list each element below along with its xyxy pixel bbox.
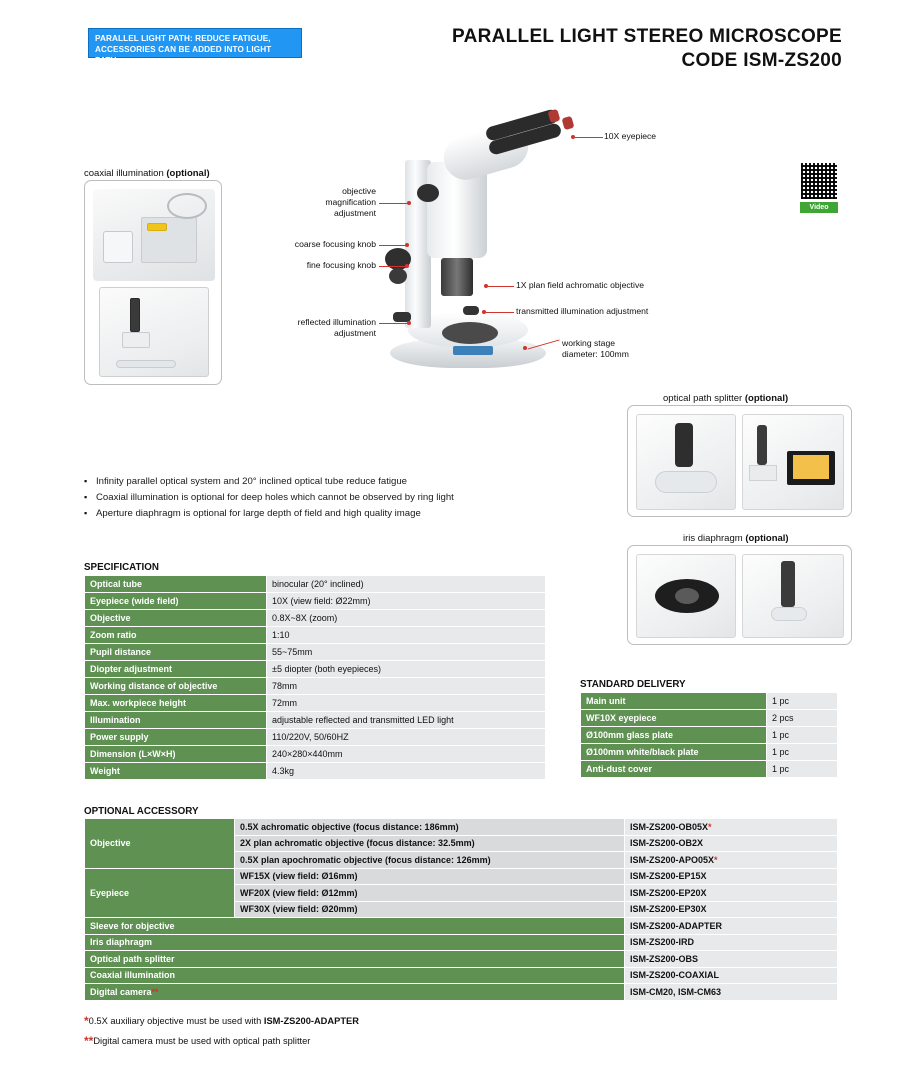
- delivery-qty: 1 pc: [767, 727, 838, 744]
- table-row: [85, 593, 546, 610]
- callout-eyepiece: 10X eyepiece: [604, 131, 657, 141]
- accessory-code-text: ISM-ZS200-OB05X: [630, 821, 709, 832]
- accessory-category: Iris diaphragm: [85, 934, 625, 951]
- leader-dot-plan-objective: [484, 284, 488, 288]
- iris-label-text: iris diaphragm: [683, 533, 746, 544]
- feature-banner: PARALLEL LIGHT PATH: REDUCE FATIGUE, ACCESSORIES CAN BE ADDED INTO LIGHT PATH: [88, 28, 302, 58]
- accessory-category-star: **: [151, 986, 159, 997]
- leader-dot-objective-magnification: [407, 201, 411, 205]
- eyepiece-ring-left: [548, 109, 561, 123]
- delivery-qty: 1 pc: [767, 744, 838, 761]
- table-row: [85, 868, 838, 885]
- table-row: [581, 710, 838, 727]
- specification-table: [84, 575, 546, 780]
- setup-scope-head: [749, 465, 777, 481]
- spec-key: Working distance of objective: [85, 678, 267, 695]
- bullet-item: ▪ Aperture diaphragm is optional for large depth of field and high quality image: [84, 506, 604, 522]
- leader-dot-reflected: [407, 321, 411, 325]
- iris-diaphragm-label: [683, 533, 789, 544]
- spec-value: 4.3kg: [267, 763, 546, 780]
- coaxial-illumination-label: [84, 168, 210, 179]
- spec-key: Power supply: [85, 729, 267, 746]
- accessory-code: [625, 835, 838, 852]
- spec-key: Pupil distance: [85, 644, 267, 661]
- spec-value: 55~75mm: [267, 644, 546, 661]
- spec-value: 10X (view field: Ø22mm): [267, 593, 546, 610]
- spec-value: binocular (20° inclined): [267, 576, 546, 593]
- callout-plan-objective: 1X plan field achromatic objective: [516, 280, 645, 290]
- microscope-with-coaxial-photo: [99, 287, 209, 377]
- iris-diaphragm-photo-box: [627, 545, 852, 645]
- accessory-code-text: ISM-ZS200-OB2X: [630, 838, 704, 849]
- accessory-category: Optical path splitter: [85, 951, 625, 968]
- accessory-category: Eyepiece: [85, 868, 235, 918]
- iris-aperture: [675, 588, 699, 604]
- table-row: [85, 661, 546, 678]
- accessory-code-text: ISM-ZS200-APO05X: [630, 854, 715, 865]
- footnote-two: [84, 1034, 310, 1048]
- leader-plan-objective: [488, 286, 514, 287]
- table-row: [581, 761, 838, 778]
- accessory-category: Objective: [85, 819, 235, 869]
- footnote-one-text: 0.5X auxiliary objective must be used with: [88, 1016, 264, 1026]
- accessory-category: Sleeve for objective: [85, 918, 625, 935]
- coax-scope-tube: [130, 298, 140, 332]
- delivery-qty: 1 pc: [767, 761, 838, 778]
- delivery-qty: 2 pcs: [767, 710, 838, 727]
- title-block: [452, 26, 842, 72]
- table-row: [85, 576, 546, 593]
- spec-key: Illumination: [85, 712, 267, 729]
- accessory-desc: WF30X (view field: Ø20mm): [235, 901, 625, 918]
- table-row: [85, 951, 838, 968]
- coaxial-cable: [167, 193, 207, 219]
- optical-path-splitter-label: [663, 393, 788, 404]
- feature-bullets: [84, 474, 604, 522]
- accessory-category: [85, 984, 625, 1001]
- table-row: [85, 678, 546, 695]
- footnote-one-star: *: [84, 1014, 89, 1028]
- accessory-code: [625, 819, 838, 836]
- spec-value: 0.8X~8X (zoom): [267, 610, 546, 627]
- accessory-desc: WF20X (view field: Ø12mm): [235, 885, 625, 902]
- splitter-label-optional: (optional): [744, 393, 789, 404]
- spec-key: Optical tube: [85, 576, 267, 593]
- specification-title: SPECIFICATION: [84, 562, 159, 573]
- table-row: [85, 627, 546, 644]
- table-row: [85, 712, 546, 729]
- iris-mounted-photo: [742, 554, 844, 638]
- leader-objective-magnification: [379, 203, 409, 204]
- callout-fine-knob: fine focusing knob: [306, 260, 376, 270]
- callout-coarse-knob: coarse focusing knob: [294, 239, 376, 249]
- table-row: [85, 984, 838, 1001]
- accessory-desc: 0.5X achromatic objective (focus distance: 186mm): [235, 819, 625, 836]
- setup-laptop-screen: [793, 455, 829, 479]
- bullet-item: ▪ Infinity parallel optical system and 20° inclined optical tube reduce fatigue: [84, 474, 604, 490]
- table-row: [85, 819, 838, 836]
- optional-accessory-title: OPTIONAL ACCESSORY: [84, 806, 199, 817]
- coax-scope-base: [116, 360, 176, 368]
- spec-value: ±5 diopter (both eyepieces): [267, 661, 546, 678]
- coaxial-label-optional: (optional): [166, 168, 210, 179]
- accessory-code: ISM-ZS200-OBS: [625, 951, 838, 968]
- accessory-category: Coaxial illumination: [85, 967, 625, 984]
- leader-dot-stage: [523, 346, 527, 350]
- footnote-one-code: ISM-ZS200-ADAPTER: [263, 1016, 359, 1026]
- spec-value: 72mm: [267, 695, 546, 712]
- table-row: [581, 727, 838, 744]
- footnote-one: [84, 1014, 359, 1028]
- leader-dot-eyepiece: [571, 135, 575, 139]
- splitter-tube: [675, 423, 693, 467]
- splitter-label-text: optical path splitter: [663, 393, 745, 404]
- table-row: [85, 695, 546, 712]
- delivery-item: Anti-dust cover: [581, 761, 767, 778]
- table-row: [581, 693, 838, 710]
- page-title: PARALLEL LIGHT STEREO MICROSCOPE: [452, 26, 842, 47]
- bullet-item: ▪ Coaxial illumination is optional for deep holes which cannot be observed by ring light: [84, 490, 604, 506]
- table-row: [85, 729, 546, 746]
- delivery-item: Ø100mm white/black plate: [581, 744, 767, 761]
- objective-magnification-adjustment-knob: [417, 184, 439, 202]
- table-row: [85, 967, 838, 984]
- qr-code-icon: [800, 162, 838, 200]
- callout-objective-magnification: objective magnification adjustment: [325, 186, 376, 218]
- leader-eyepiece: [575, 137, 603, 138]
- leader-fine-knob: [379, 266, 407, 267]
- coaxial-illumination-photo-box: [84, 180, 222, 385]
- spec-key: Max. workpiece height: [85, 695, 267, 712]
- spec-value: 1:10: [267, 627, 546, 644]
- spec-key: Dimension (L×W×H): [85, 746, 267, 763]
- accessory-desc: 2X plan achromatic objective (focus distance: 32.5mm): [235, 835, 625, 852]
- table-row: [85, 934, 838, 951]
- footnote-two-text: Digital camera must be used with optical path splitter: [93, 1036, 311, 1046]
- accessory-code: ISM-ZS200-EP30X: [625, 901, 838, 918]
- delivery-qty: 1 pc: [767, 693, 838, 710]
- spec-key: Weight: [85, 763, 267, 780]
- coaxial-ring-part: [103, 231, 133, 263]
- optical-path-splitter-photo-box: [627, 405, 852, 517]
- accessory-desc: WF15X (view field: Ø16mm): [235, 868, 625, 885]
- iris-part-photo: [636, 554, 736, 638]
- standard-delivery-table: [580, 692, 838, 778]
- spec-key: Objective: [85, 610, 267, 627]
- delivery-item: WF10X eyepiece: [581, 710, 767, 727]
- accessory-code: ISM-ZS200-ADAPTER: [625, 918, 838, 935]
- accessory-category-text: Digital camera: [90, 986, 152, 997]
- coaxial-illuminator-photo: [93, 189, 215, 281]
- spec-value: 110/220V, 50/60HZ: [267, 729, 546, 746]
- table-row: [85, 918, 838, 935]
- setup-scope-tube: [757, 425, 767, 465]
- coaxial-label-text: coaxial illumination: [84, 168, 167, 179]
- table-row: [85, 763, 546, 780]
- spec-key: Eyepiece (wide field): [85, 593, 267, 610]
- mounted-iris: [771, 607, 807, 621]
- accessory-code: ISM-ZS200-EP15X: [625, 868, 838, 885]
- accessory-code: ISM-ZS200-EP20X: [625, 885, 838, 902]
- table-row: [85, 746, 546, 763]
- accessory-desc: 0.5X plan apochromatic objective (focus distance: 126mm): [235, 852, 625, 869]
- brand-plate: [453, 346, 493, 355]
- delivery-item: Ø100mm glass plate: [581, 727, 767, 744]
- splitter-part-photo: [636, 414, 736, 510]
- table-row: [85, 644, 546, 661]
- iris-label-optional: (optional): [745, 533, 789, 544]
- splitter-setup-photo: [742, 414, 844, 510]
- coaxial-warning-sticker: [147, 223, 167, 231]
- qr-block: [800, 162, 842, 213]
- transmitted-illumination-knob: [463, 306, 479, 315]
- fine-focusing-knob: [389, 268, 407, 284]
- spec-value: 240×280×440mm: [267, 746, 546, 763]
- leader-transmitted: [486, 312, 514, 313]
- standard-delivery-title: STANDARD DELIVERY: [580, 679, 686, 690]
- accessory-code: ISM-ZS200-IRD: [625, 934, 838, 951]
- accessory-code-star: *: [714, 854, 718, 865]
- optional-accessory-table: [84, 818, 838, 1001]
- accessory-code: ISM-ZS200-COAXIAL: [625, 967, 838, 984]
- callout-stage: working stage diameter: 100mm: [562, 338, 629, 359]
- spec-value: 78mm: [267, 678, 546, 695]
- footnote-two-star: **: [84, 1034, 94, 1048]
- leader-dot-fine-knob: [405, 264, 409, 268]
- leader-reflected: [379, 323, 409, 324]
- accessory-code: [625, 852, 838, 869]
- splitter-ring: [655, 471, 717, 493]
- mounted-tube: [781, 561, 795, 607]
- delivery-item: Main unit: [581, 693, 767, 710]
- leader-coarse-knob: [379, 245, 407, 246]
- leader-dot-coarse-knob: [405, 243, 409, 247]
- spec-key: Diopter adjustment: [85, 661, 267, 678]
- plan-objective: [441, 258, 473, 296]
- accessory-code-star: *: [708, 821, 712, 832]
- spec-value: adjustable reflected and transmitted LED light: [267, 712, 546, 729]
- spec-key: Zoom ratio: [85, 627, 267, 644]
- table-row: [85, 610, 546, 627]
- working-stage: [442, 322, 498, 344]
- video-badge: Video: [800, 202, 838, 213]
- eyepiece-ring-right: [562, 116, 575, 130]
- product-code: CODE ISM-ZS200: [681, 50, 842, 71]
- coax-scope-head: [122, 332, 150, 348]
- table-row: [581, 744, 838, 761]
- callout-transmitted: transmitted illumination adjustment: [516, 306, 649, 316]
- accessory-code: ISM-CM20, ISM-CM63: [625, 984, 838, 1001]
- callout-reflected: reflected illumination adjustment: [297, 317, 376, 338]
- leader-dot-transmitted: [482, 310, 486, 314]
